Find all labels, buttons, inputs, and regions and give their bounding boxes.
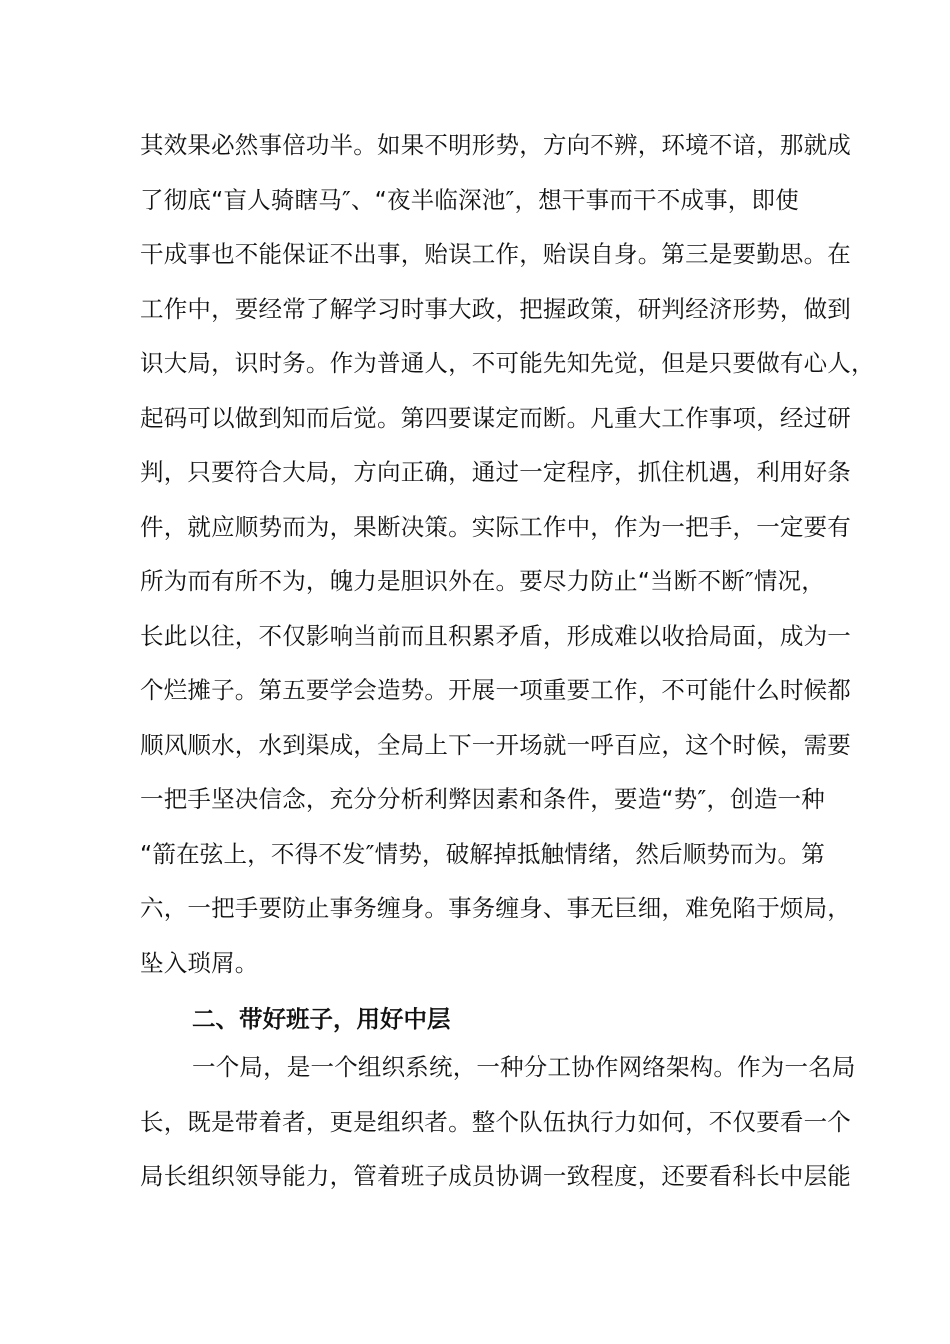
text-line: “箭在弦上，不得不发″情势，破解掉抵触情绪，然后顺势而为。第 [140, 839, 825, 868]
text-line: 件，就应顺势而为，果断决策。实际工作中，作为一把手，一定要有 [140, 512, 851, 541]
text-line: 局长组织领导能力，管着班子成员协调一致程度，还要看科长中层能 [140, 1162, 851, 1190]
text-line: 识大局，识时务。作为普通人，不可能先知先觉，但是只要做有心人， [140, 349, 875, 377]
text-line: 一个局，是一个组织系统，一种分工协作网络架构。作为一名局 [192, 1053, 856, 1081]
text-line: 坠入琐屑。 [140, 948, 259, 977]
paragraph-2 [140, 1040, 900, 1204]
text-line: 干成事也不能保证不出事，贻误工作，贻误自身。第三是要勤思。在 [140, 240, 851, 268]
text-line: 起码可以做到知而后觉。第四要谋定而断。凡重大工作事项，经过研 [140, 403, 851, 432]
text-line: 所为而有所不为，魄力是胆识外在。要尽力防止“当断不断″情况， [140, 567, 825, 595]
text-line: 其效果必然事倍功半。如果不明形势，方向不辨，环境不谙，那就成 [140, 131, 851, 159]
text-line: 了彻底“盲人骑瞎马″、“夜半临深池″，想干事而干不成事，即使 [140, 185, 799, 214]
text-line: 长，既是带着者，更是组织者。整个队伍执行力如何，不仅要看一个 [140, 1107, 851, 1136]
text-line: 判，只要符合大局，方向正确，通过一定程序，抓住机遇，利用好条 [140, 458, 851, 486]
text-line: 一把手坚决信念，充分分析利弊因素和条件，要造“势″，创造一种 [140, 785, 825, 813]
text-line: 工作中，要经常了解学习时事大政，把握政策，研判经济形势，做到 [140, 294, 851, 323]
paragraph-1 [140, 118, 900, 990]
text-line: 顺风顺水，水到渠成，全局上下一开场就一呼百应，这个时候，需要 [140, 730, 851, 759]
text-line: 个烂摊子。第五要学会造势。开展一项重要工作，不可能什么时候都 [140, 676, 851, 704]
text-line: 六，一把手要防止事务缠身。事务缠身、事无巨细，难免陷于烦局， [140, 894, 851, 922]
section-heading: 二、带好班子，用好中层 [192, 1005, 451, 1033]
text-line: 长此以往，不仅影响当前而且积累矛盾，形成难以收拾局面，成为一 [140, 621, 851, 650]
